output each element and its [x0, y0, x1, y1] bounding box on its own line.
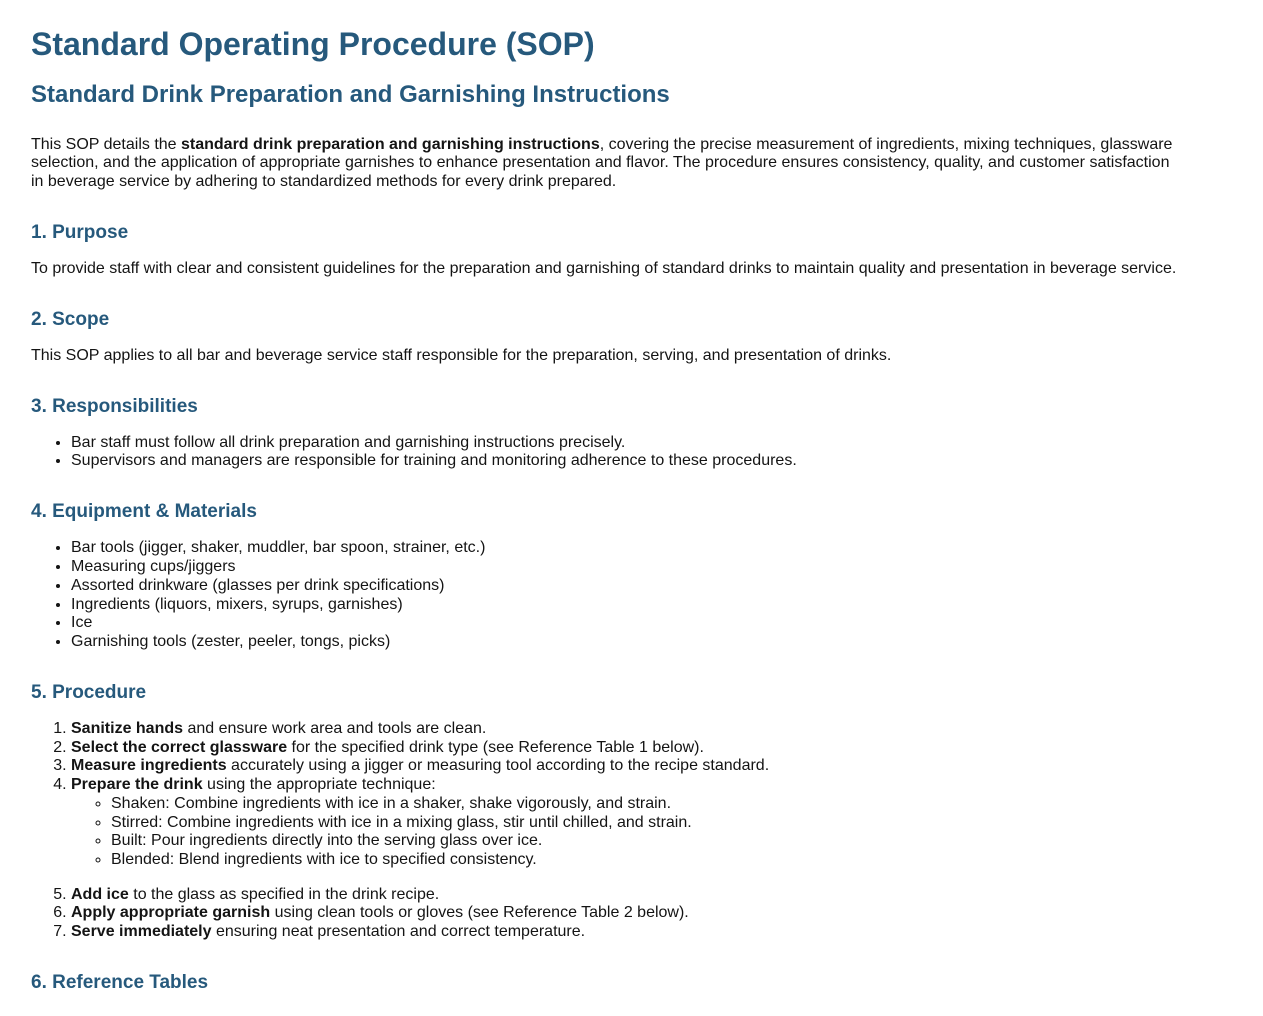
- procedure-step: [71, 739, 1186, 758]
- list-item: • Bar staff must follow all drink preparation and garnishing instructions precisely.: [71, 434, 1186, 453]
- intro-text-bold: standard drink preparation and garnishing instructions: [181, 135, 600, 153]
- section-heading-procedure: 5. Procedure: [31, 681, 147, 703]
- step-action: Apply appropriate garnish: [71, 904, 271, 922]
- step-detail: for the specified drink type (see Reference Table 1 below).: [287, 738, 704, 756]
- technique-sublist: [71, 795, 1186, 870]
- step-detail: to the glass as specified in the drink recipe.: [128, 885, 440, 903]
- sub-step: ◦ Built: Pour ingredients directly into the serving glass over ice.: [111, 832, 1186, 851]
- step-detail: and ensure work area and tools are clean.: [183, 719, 487, 737]
- list-item: • Supervisors and managers are responsible for training and monitoring adherence to these procedures.: [71, 452, 1186, 471]
- section-heading-equipment: 4. Equipment & Materials: [31, 501, 257, 523]
- step-detail: using the appropriate technique:: [202, 776, 436, 794]
- section-body-scope: This SOP applies to all bar and beverage service staff responsible for the preparation, serving, and presentation of drinks.: [31, 346, 892, 364]
- step-action: Serve immediately: [71, 923, 212, 941]
- equipment-list: [31, 539, 1186, 651]
- list-item: • Bar tools (jigger, shaker, muddler, bar spoon, strainer, etc.): [71, 539, 1186, 558]
- section-heading-purpose: 1. Purpose: [31, 221, 129, 243]
- sub-step: ◦ Shaken: Combine ingredients with ice in a shaker, shake vigorously, and strain.: [111, 795, 1186, 814]
- procedure-step: [71, 904, 1186, 923]
- intro-text-pre: This SOP details the: [31, 135, 181, 153]
- step-action: Select the correct glassware: [71, 738, 288, 756]
- section-heading-reference-tables: 6. Reference Tables: [31, 971, 209, 993]
- section-heading-responsibilities: 3. Responsibilities: [31, 395, 198, 417]
- sub-step: ◦ Stirred: Combine ingredients with ice in a mixing glass, stir until chilled, and strain.: [111, 814, 1186, 833]
- step-action: Add ice: [71, 885, 129, 903]
- step-action: Prepare the drink: [71, 776, 203, 794]
- list-item: • Assorted drinkware (glasses per drink specifications): [71, 577, 1186, 596]
- step-action: Measure ingredients: [71, 757, 227, 775]
- procedure-steps-list: [31, 720, 1186, 942]
- section-heading-scope: 2. Scope: [31, 308, 110, 330]
- procedure-step: [71, 776, 1186, 870]
- procedure-step: [71, 886, 1186, 905]
- procedure-step: [71, 923, 1186, 942]
- procedure-step: [71, 720, 1186, 739]
- responsibilities-list: [31, 434, 1186, 471]
- step-detail: using clean tools or gloves (see Reference Table 2 below).: [270, 904, 689, 922]
- list-item: • Garnishing tools (zester, peeler, tongs, picks): [71, 633, 1186, 652]
- procedure-step: [71, 757, 1186, 776]
- step-detail: accurately using a jigger or measuring tool according to the recipe standard.: [226, 757, 770, 775]
- list-item: • Measuring cups/jiggers: [71, 558, 1186, 577]
- page-title: Standard Operating Procedure (SOP): [31, 26, 595, 62]
- step-detail: ensuring neat presentation and correct temperature.: [211, 923, 586, 941]
- list-item: • Ice: [71, 614, 1186, 633]
- step-action: Sanitize hands: [71, 719, 184, 737]
- sub-step: ◦ Blended: Blend ingredients with ice to specified consistency.: [111, 851, 1186, 870]
- intro-paragraph: [31, 136, 1186, 192]
- list-item: • Ingredients (liquors, mixers, syrups, garnishes): [71, 596, 1186, 615]
- intro-text-post: , covering the precise measurement of ingredients, mixing techniques, glassware selection, and the application of appropriate garnishes to enhance presentation and flavor. The procedure ensures consistency, quality, and customer satisfaction in beverage service by adhering to standardized methods for every drink prepared.: [31, 135, 1173, 190]
- section-body-purpose: To provide staff with clear and consistent guidelines for the preparation and garnishing of standard drinks to maintain quality and presentation in beverage service.: [31, 259, 1177, 277]
- document-subtitle: Standard Drink Preparation and Garnishing Instructions: [31, 81, 670, 109]
